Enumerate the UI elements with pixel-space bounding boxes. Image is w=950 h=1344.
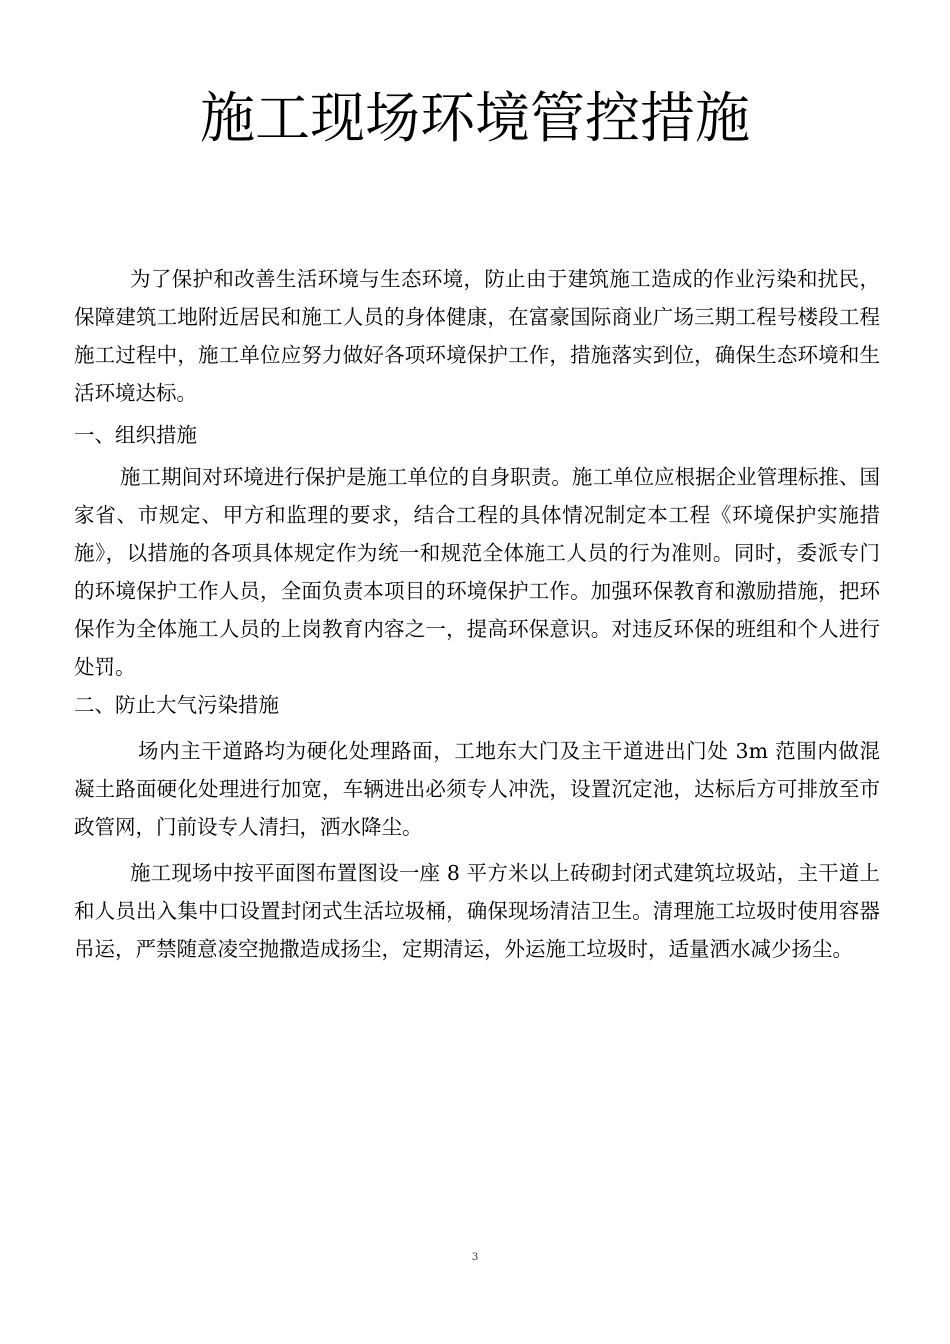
intro-paragraph: 为了保护和改善生活环境与生态环境，防止由于建筑施工造成的作业污染和扰民，保障建筑工地附近居民和施工人员的身体健康，在富豪国际商业广场三期工程号楼段工程施工过程中，施工单位应努力做好各项环境保护工作，措施落实到位，确保生态环境和生活环境达标。 — [74, 267, 880, 405]
document-title: 施工现场环境管控措施 — [199, 86, 750, 150]
page-number: 3 — [471, 1252, 479, 1263]
organization-paragraph: 施工期间对环境进行保护是施工单位的自身职责。施工单位应根据企业管理标推、国家省、市规定、甲方和监理的要求，结合工程的具体情况制定本工程《环境保护实施措施》，以措施的各项具体规定作为统一和规范全体施工人员的行为准则。同时，委派专门的环境保护工作人员，全面负责本项目的环境保护工作。加强环保教育和激励措施，把环保作为全体施工人员的上岗教育内容之一，提高环保意识。对违反环保的班组和个人进行处罚。 — [74, 465, 880, 679]
document-body — [74, 260, 880, 968]
section-heading-organization: 一、组织措施 — [74, 423, 197, 447]
road-hardening-paragraph: 场内主干道路均为硬化处理路面，工地东大门及主干道进出门处 3m 范围内做混凝土路面硬化处理进行加宽，车辆进出必须专人冲洗，设置沉定池，达标后方可排放至市政管网，门前设专人清扫，洒水降尘。 — [74, 739, 880, 839]
waste-station-paragraph: 施工现场中按平面图布置图设一座 8 平方米以上砖砌封闭式建筑垃圾站，主干道上和人员出入集中口设置封闭式生活垃圾桶，确保现场清洁卫生。清理施工垃圾时使用容器吊运，严禁随意凌空抛撒造成扬尘，定期清运，外运施工垃圾时，适量洒水减少扬尘。 — [74, 861, 880, 961]
section-heading-air-pollution: 二、防止大气污染措施 — [74, 693, 279, 717]
